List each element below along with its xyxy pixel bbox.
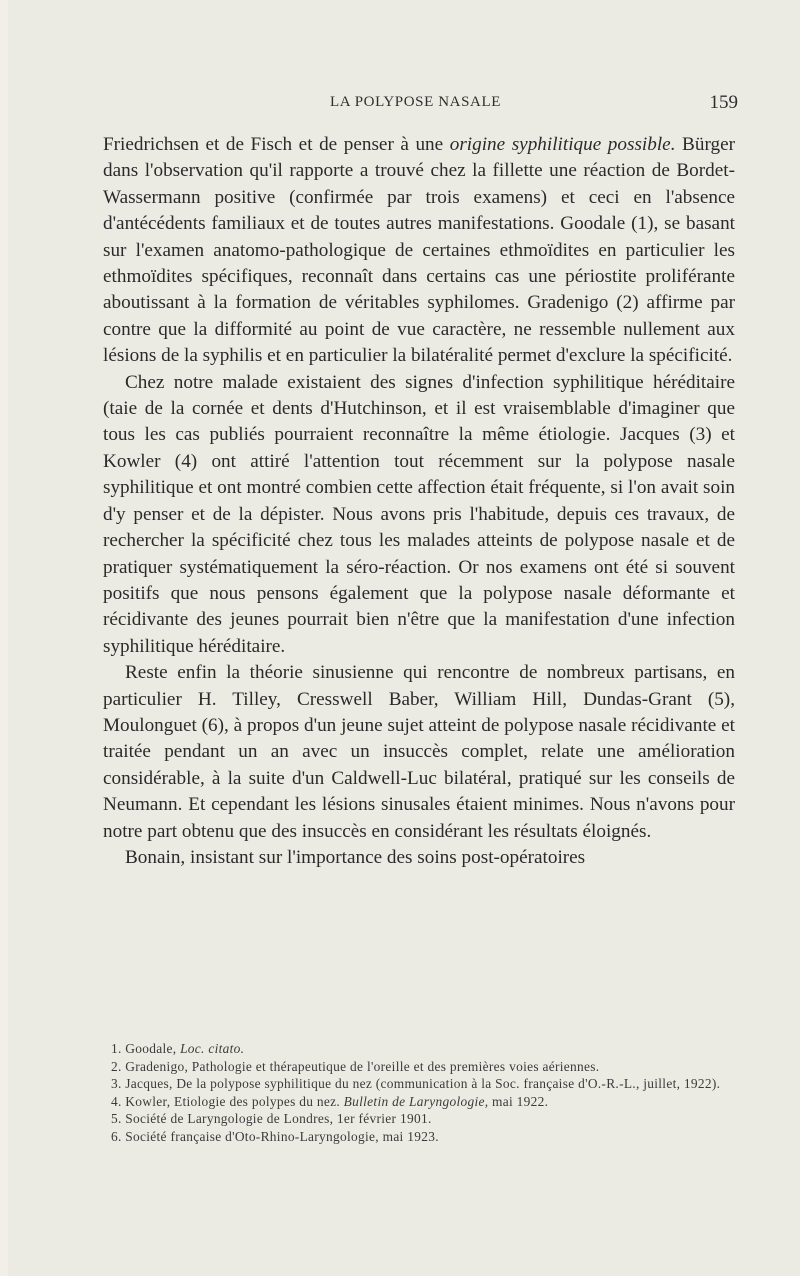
running-title: LA POLYPOSE NASALE (330, 94, 501, 110)
footnote-1-text: 1. Goodale, (111, 1041, 181, 1056)
book-page (8, 0, 800, 1276)
paragraph-2: Chez notre malade existaient des signes d'infection syphilitique héréditaire (taie de la cornée et dents d'Hutchinson, et il est vraisemblable d'imaginer que tous les cas publiés pourraient reconnaître la même étiologie. Jacques (3) et Kowler (4) ont attiré l'attention tout récemment sur la polypose nasale syphilitique et ont montré combien cette affection était fréquente, si l'on avait soin d'y penser et de la dépister. Nous avons pris l'habitude, depuis ces travaux, de rechercher la spécificité chez tous les malades atteints de polypose nasale et de pratiquer systématiquement la séro-réaction. Or nos examens ont été si souvent positifs que nous pensons également que la polypose nasale déformante et récidivante des jeunes pourrait bien n'être que la manifestation d'une infection syphilitique héréditaire. (103, 371, 735, 657)
paragraph-1-italic: origine syphilitique possible. (449, 134, 676, 155)
page-number: 159 (709, 92, 738, 113)
footnote-1 (98, 1040, 726, 1058)
footnote-4-text: 4. Kowler, Etiologie des polypes du nez. (111, 1093, 344, 1109)
body-text (103, 132, 735, 871)
paragraph-1-start: Friedrichsen et de Fisch et de penser à une (103, 134, 450, 155)
footnote-4-italic: Bulletin de Laryngologie, (343, 1093, 489, 1109)
footnote-1-italic: Loc. citato. (180, 1041, 245, 1056)
footnote-3: 3. Jacques, De la polypose syphilitique du nez (communication à la Soc. française d'O.-R.-L., juillet, 1922). (111, 1076, 721, 1091)
footnote-5: 5. Société de Laryngologie de Londres, 1er février 1901. (111, 1111, 432, 1126)
footnotes (98, 1040, 726, 1145)
paragraph-1 (103, 132, 735, 370)
paragraph-4: Bonain, insistant sur l'importance des soins post-opératoires (125, 846, 586, 868)
footnote-4-end: mai 1922. (488, 1093, 549, 1109)
paragraph-3: Reste enfin la théorie sinusienne qui rencontre de nombreux partisans, en particulier H. Tilley, Cresswell Baber, William Hill, Dundas-Grant (5), Moulonguet (6), à propos d'un jeune sujet atteint de polypose nasale récidivante et traitée pendant un an avec un insuccès complet, relate une amélioration considérable, à la suite d'un Caldwell-Luc bilatéral, pratiqué sur les conseils de Neumann. Et cependant les lésions sinusales étaient minimes. Nous n'avons pour notre part obtenu que des insuccès en considérant les résultats éloignés. (103, 662, 735, 842)
footnote-4 (98, 1093, 726, 1111)
paragraph-1-rest: Bürger dans l'observation qu'il rapporte a trouvé chez la fillette une réaction de Bordet-Wassermann positive (confirmée par trois examens) et ceci en l'absence d'antécédents familiaux et de toutes autres manifestations. Goodale (1), se basant sur l'examen anatomo-pathologique de certaines ethmoïdites en particulier les ethmoïdites spécifiques, reconnaît dans certains cas une périostite proliférante aboutissant à la formation de véritables syphilomes. Gradenigo (2) affirme par contre que la difformité au point de vue caractère, ne ressemble nullement aux lésions de la syphilis et en particulier la bilatéralité permet d'exclure la spécificité. (103, 134, 735, 367)
footnote-6: 6. Société française d'Oto-Rhino-Laryngologie, mai 1923. (111, 1128, 439, 1144)
page-header (8, 94, 800, 118)
footnote-2: 2. Gradenigo, Pathologie et thérapeutique de l'oreille et des premières voies aériennes. (111, 1058, 600, 1074)
